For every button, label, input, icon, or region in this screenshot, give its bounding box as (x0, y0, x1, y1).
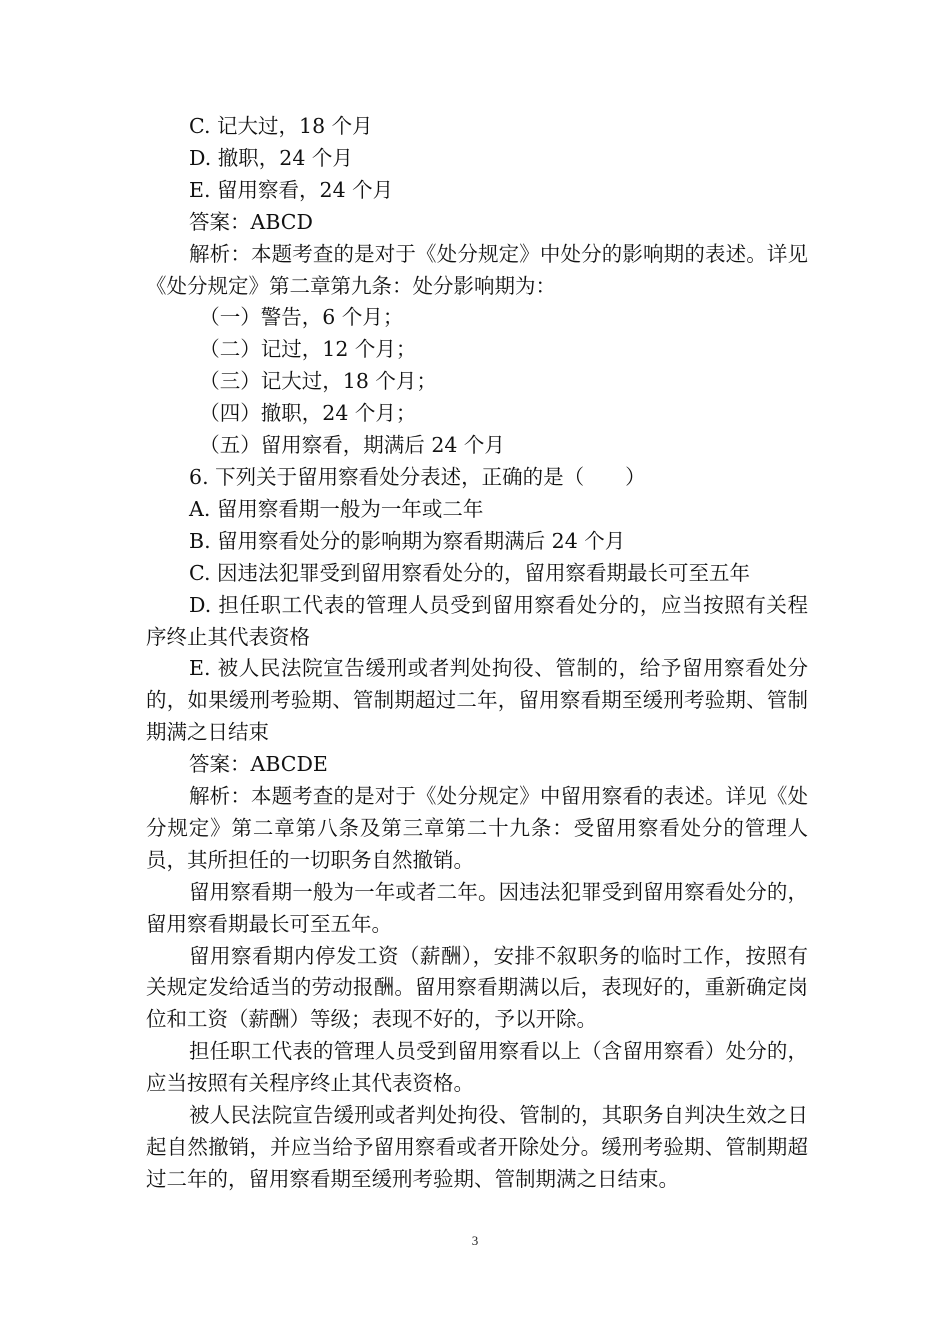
list-item-4: （四）撤职，24 个月； (199, 401, 417, 426)
q6-option-c: C. 因违法犯罪受到留用察看处分的，留用察看期最长可至五年 (189, 560, 751, 585)
q6-option-a: A. 留用察看期一般为一年或二年 (189, 496, 484, 521)
option-e-paragraph: E. 留用察看，24 个月 (189, 177, 394, 202)
list-item-5: （五）留用察看，期满后 24 个月 (199, 433, 505, 458)
document-body (146, 111, 808, 1196)
q6-option-b: B. 留用察看处分的影响期为察看期满后 24 个月 (189, 528, 626, 553)
analysis-paragraph: 解析：本题考查的是对于《处分规定》中处分的影响期的表述。详见《处分规定》第二章第九条：处分影响期为： (146, 241, 808, 298)
q6-option-d: D. 担任职工代表的管理人员受到留用察看处分的，应当按照有关程序终止其代表资格 (146, 592, 808, 649)
body-paragraph: 留用察看期一般为一年或者二年。因违法犯罪受到留用察看处分的，留用察看期最长可至五年。 (146, 879, 808, 936)
question-6-paragraph: 6. 下列关于留用察看处分表述，正确的是（ ） (189, 464, 646, 489)
answer-paragraph: 答案：ABCD (189, 209, 313, 234)
body-paragraph: 担任职工代表的管理人员受到留用察看以上（含留用察看）处分的，应当按照有关程序终止其代表资格。 (146, 1039, 808, 1096)
option-c-paragraph: C. 记大过，18 个月 (189, 114, 373, 138)
list-item-3: （三）记大过，18 个月； (199, 369, 437, 394)
body-paragraph: 留用察看期内停发工资（薪酬），安排不叙职务的临时工作，按照有关规定发给适当的劳动报酬。留用察看期满以后，表现好的，重新确定岗位和工资（薪酬）等级；表现不好的，予以开除。 (146, 943, 808, 1032)
body-paragraph: 被人民法院宣告缓刑或者判处拘役、管制的，其职务自判决生效之日起自然撤销，并应当给予留用察看或者开除处分。缓刑考验期、管制期超过二年的，留用察看期至缓刑考验期、管制期满之日结束。 (146, 1103, 808, 1191)
list-item-1: （一）警告，6 个月； (199, 305, 404, 330)
option-d-paragraph: D. 撤职，24 个月 (189, 145, 353, 170)
q6-analysis-paragraph: 解析：本题考查的是对于《处分规定》中留用察看的表述。详见《处分规定》第二章第八条及第三章第二十九条：受留用察看处分的管理人员，其所担任的一切职务自然撤销。 (146, 784, 808, 872)
q6-option-e: E. 被人民法院宣告缓刑或者判处拘役、管制的，给予留用察看处分的，如果缓刑考验期、管制期超过二年，留用察看期至缓刑考验期、管制期满之日结束 (146, 656, 808, 745)
q6-answer-paragraph: 答案：ABCDE (189, 752, 328, 777)
list-item-2: （二）记过，12 个月； (199, 337, 417, 362)
page-number: 3 (471, 1233, 479, 1248)
